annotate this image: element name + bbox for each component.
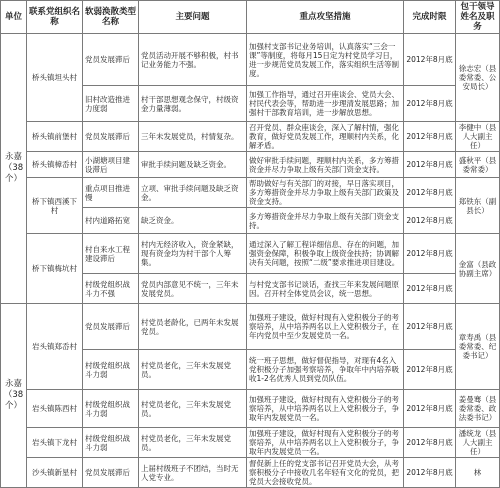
- table-row: [1, 178, 500, 208]
- table-row: [1, 234, 500, 274]
- weak-type-cell: 重点项目推进慢: [83, 178, 139, 208]
- key-measure-cell: 帮助做好与有关部门的对接，早日落实项目，多方筹措资金并尽力争取上级有关部门政策及资金支持。: [247, 178, 404, 208]
- header-deadline: 完成时限: [404, 1, 456, 34]
- main-problem-cell: 村干部思想观念保守，村级资金力量薄弱。: [139, 86, 247, 122]
- main-problem-cell: 村内无经济收入，资金紧缺，现有资金均为村干部个人筹集。: [139, 234, 247, 274]
- main-problem-cell: 党员内部意见不统一，三年未发展党员。: [139, 274, 247, 304]
- main-problem-cell: 审批手续问题及缺乏资金。: [139, 152, 247, 178]
- main-problem-cell: 上届村级班子不团结，当时无人党专业。: [139, 458, 247, 488]
- org-name-cell: 岩头镇陈西村: [27, 390, 83, 428]
- deadline-cell: 2012年8月底: [404, 390, 456, 428]
- deadline-cell: 2012年8月底: [404, 458, 456, 488]
- key-measure-cell: 加强村支部书记业务培训，认真落实“三会一课”等制度，将每月15日定为村党员学习日，进一步规范党员发展工作，落实组织生活等制度。: [247, 34, 404, 86]
- leader-cell: 潘统龙（县人大副主任）: [456, 428, 500, 458]
- main-problem-cell: 党员活动开展不够积极，村书记业务能力不强。: [139, 34, 247, 86]
- deadline-cell: 2012年8月底: [404, 208, 456, 234]
- key-measure-cell: 加强班子建设，做好村现有入党积极分子的考察培养，从中培养两名以上入党积极分子，争取年内发展党员一名。: [247, 428, 404, 458]
- deadline-cell: 2012年8月底: [404, 304, 456, 350]
- leader-cell: 章寿禹（县委常委、纪委书记）: [456, 304, 500, 390]
- table-row: [1, 34, 500, 86]
- main-problem-cell: 三年未发展党员，村情复杂。: [139, 122, 247, 152]
- header-main-problem: 主要问题: [139, 1, 247, 34]
- table-row: [1, 122, 500, 152]
- leader-cell: 林: [456, 458, 500, 488]
- leader-cell: 金富（县政协副主席）: [456, 234, 500, 304]
- main-problem-cell: 村党员老龄化，已两年未发展党员。: [139, 304, 247, 350]
- key-measure-cell: 召开党员、群众座谈会，深入了解村情，强化教育，做好党员发展工作，理顺村内关系，化解矛盾。: [247, 122, 404, 152]
- weak-type-cell: 村级党组织战斗力弱: [83, 390, 139, 428]
- weak-type-cell: 党员发展滞后: [83, 304, 139, 350]
- main-problem-cell: 立项、审批手续问题及缺乏资金。: [139, 178, 247, 208]
- header-unit: 单位: [1, 1, 27, 34]
- weak-type-cell: 小湖塘项目建设滞后: [83, 152, 139, 178]
- table-row: [1, 458, 500, 488]
- org-name-cell: 桥下镇梅坑村: [27, 234, 83, 304]
- unit-cell: 永嘉（38个）: [1, 304, 27, 488]
- key-measure-cell: 加强班子建设，做好村现有入党积极分子的考察培养，从中培养两名以上入党积极分子，争取年内发展党员一名。: [247, 390, 404, 428]
- org-name-cell: 岩头镇下龙村: [27, 428, 83, 458]
- deadline-cell: 2012年8月底: [404, 274, 456, 304]
- weak-type-cell: 党员发展滞后: [83, 34, 139, 86]
- main-problem-cell: 村党员老化，三年未发展党员。: [139, 350, 247, 390]
- org-name-cell: 桥头镇樟岙村: [27, 152, 83, 178]
- deadline-cell: 2012年8月底: [404, 234, 456, 274]
- unit-cell: 永嘉（38个）: [1, 34, 27, 304]
- weak-type-cell: 旧村改造推进力度弱: [83, 86, 139, 122]
- header-leader: 包干领导姓名及职务: [456, 1, 500, 34]
- table-body: [1, 34, 500, 488]
- org-name-cell: 岩头镇郑岙村: [27, 304, 83, 390]
- header-org-name: 联系党组织名称: [27, 1, 83, 34]
- key-measure-cell: 统一班子思想，做好督促指导，对现有4名入党积极分子加强考察培养，争取年中内培养吸收1-2名优秀人员到党员队伍。: [247, 350, 404, 390]
- key-measure-cell: 与村党支部书记谈话，查找三年来发展问题原因。召开村全体党员会议，统一思想。: [247, 274, 404, 304]
- org-name-cell: 沙头镇新星村: [27, 458, 83, 488]
- leader-cell: 盛秋平（县委常委）: [456, 152, 500, 178]
- leader-cell: 徐志宏（县委常委、公安局长）: [456, 34, 500, 122]
- weak-type-cell: 党员发展滞后: [83, 122, 139, 152]
- key-measure-cell: 通过深入了解工程详细信息、存在的问题，加强资金保障，积极争取上级资金扶持；协调解决有关问题，按照“二级”要求推进项目建设。: [247, 234, 404, 274]
- key-measure-cell: 加强班子建设，做好村现有入党积极分子的考察培养，从中培养两名以上入党积极分子，在年内党员中至少发展党员一名。: [247, 304, 404, 350]
- table-row: [1, 428, 500, 458]
- key-measure-cell: 加强工作指导，通过召开座谈会、党员大会、村民代表会等，帮助进一步理清发展思路；加强村干部教育培训，进一步解放思想。: [247, 86, 404, 122]
- table-row: [1, 390, 500, 428]
- leader-cell: 李健中（县人大副主任）: [456, 122, 500, 152]
- weak-type-cell: 村自来水工程建设滞后: [83, 234, 139, 274]
- weak-type-cell: 党员发展滞后: [83, 458, 139, 488]
- deadline-cell: 2012年8月底: [404, 152, 456, 178]
- weak-type-cell: 村级党组织战斗力弱: [83, 350, 139, 390]
- header-key-measures: 重点攻坚措施: [247, 1, 404, 34]
- header-weak-type: 软弱涣散类型名称: [83, 1, 139, 34]
- deadline-cell: 2012年8月底: [404, 178, 456, 208]
- leader-cell: 郑铁东（副县长）: [456, 178, 500, 234]
- deadline-cell: 2012年8月底: [404, 86, 456, 122]
- deadline-cell: 2012年8月底: [404, 350, 456, 390]
- deadline-cell: 2012年8月底: [404, 428, 456, 458]
- main-problem-cell: 缺乏资金。: [139, 208, 247, 234]
- key-measure-cell: 多方筹措资金并尽力争取上级有关部门资金支持。: [247, 208, 404, 234]
- main-problem-cell: 村党员老化，三年未发展党员。: [139, 390, 247, 428]
- org-name-cell: 桥头镇前堡村: [27, 122, 83, 152]
- main-problem-cell: 村党员老化，三年未发展党员。: [139, 428, 247, 458]
- weak-type-cell: 村级党组织战斗力弱: [83, 428, 139, 458]
- key-measure-cell: 督促新上任的党支部书记召开党员大会，从考察积极分子中接收几名年轻有文化的党员，把党员大会接收党员。: [247, 458, 404, 488]
- deadline-cell: 2012年8月底: [404, 34, 456, 86]
- org-name-cell: 桥头镇坦头村: [27, 34, 83, 122]
- weak-type-cell: 村级党组织战斗力不强: [83, 274, 139, 304]
- org-name-cell: 桥下镇西溪下村: [27, 178, 83, 234]
- weak-type-cell: 村内道路拓宽: [83, 208, 139, 234]
- key-measure-cell: 做好审批手续问题，理顺村内关系，多方筹措资金并尽力争取上级有关部门资金支持。: [247, 152, 404, 178]
- table-row: [1, 304, 500, 350]
- table-row: [1, 152, 500, 178]
- leader-cell: 姜曼骞（县委常委、政法委书记）: [456, 390, 500, 428]
- table-header-row: [1, 1, 500, 34]
- deadline-cell: 2012年8月底: [404, 122, 456, 152]
